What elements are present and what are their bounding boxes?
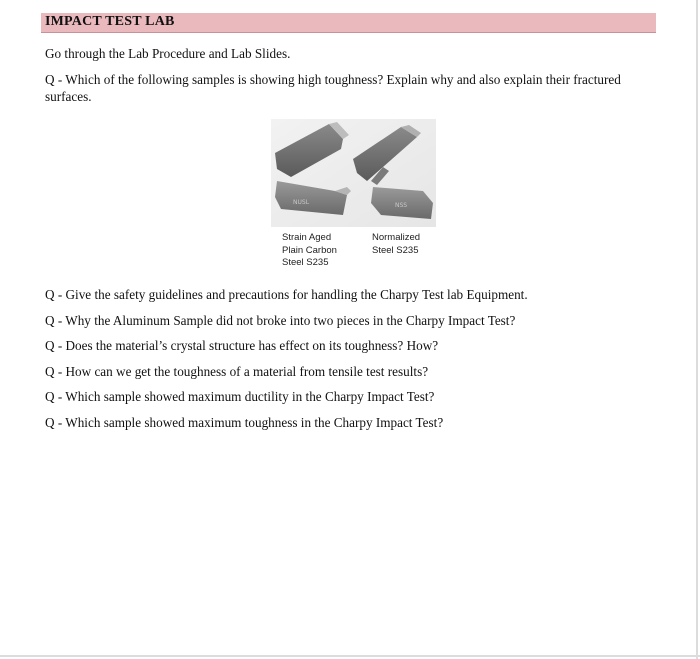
question-item: Q - Which sample showed maximum ductility in the Charpy Impact Test? (45, 389, 435, 404)
caption-line: Normalized (372, 232, 421, 243)
page-edge-right (696, 0, 698, 659)
svg-text:NUSL: NUSL (293, 199, 310, 206)
page-edge-bottom (0, 655, 700, 657)
question-item: Q - Give the safety guidelines and precautions for handling the Charpy Test lab Equipment. (45, 287, 528, 302)
caption-line: Strain Aged (282, 232, 332, 243)
section-header (41, 13, 656, 33)
caption-line: Steel S235 (372, 244, 419, 256)
question-list (45, 286, 528, 439)
question-item: Q - How can we get the toughness of a material from tensile test results? (45, 363, 429, 379)
caption-line: Plain Carbon (282, 244, 337, 256)
charpy-specimens-photo (271, 119, 436, 227)
caption-strain-aged (282, 232, 337, 270)
svg-text:NSS: NSS (395, 202, 408, 209)
question-item: Q - Why the Aluminum Sample did not broke into two pieces in the Charpy Impact Test? (45, 312, 516, 328)
main-question: Q - Which of the following samples is showing high toughness? Explain why and also explain their fractured surfaces. (45, 72, 621, 104)
specimens-image (271, 119, 436, 227)
section-title: IMPACT TEST LAB (45, 14, 175, 29)
question-item: Q - Does the material’s crystal structure has effect on its toughness? How? (45, 338, 439, 353)
caption-normalized (372, 232, 420, 257)
question-item: Q - Which sample showed maximum toughness in the Charpy Impact Test? (45, 414, 444, 430)
caption-line: Steel S235 (282, 257, 329, 268)
intro-text: Go through the Lab Procedure and Lab Slides. (45, 46, 291, 61)
